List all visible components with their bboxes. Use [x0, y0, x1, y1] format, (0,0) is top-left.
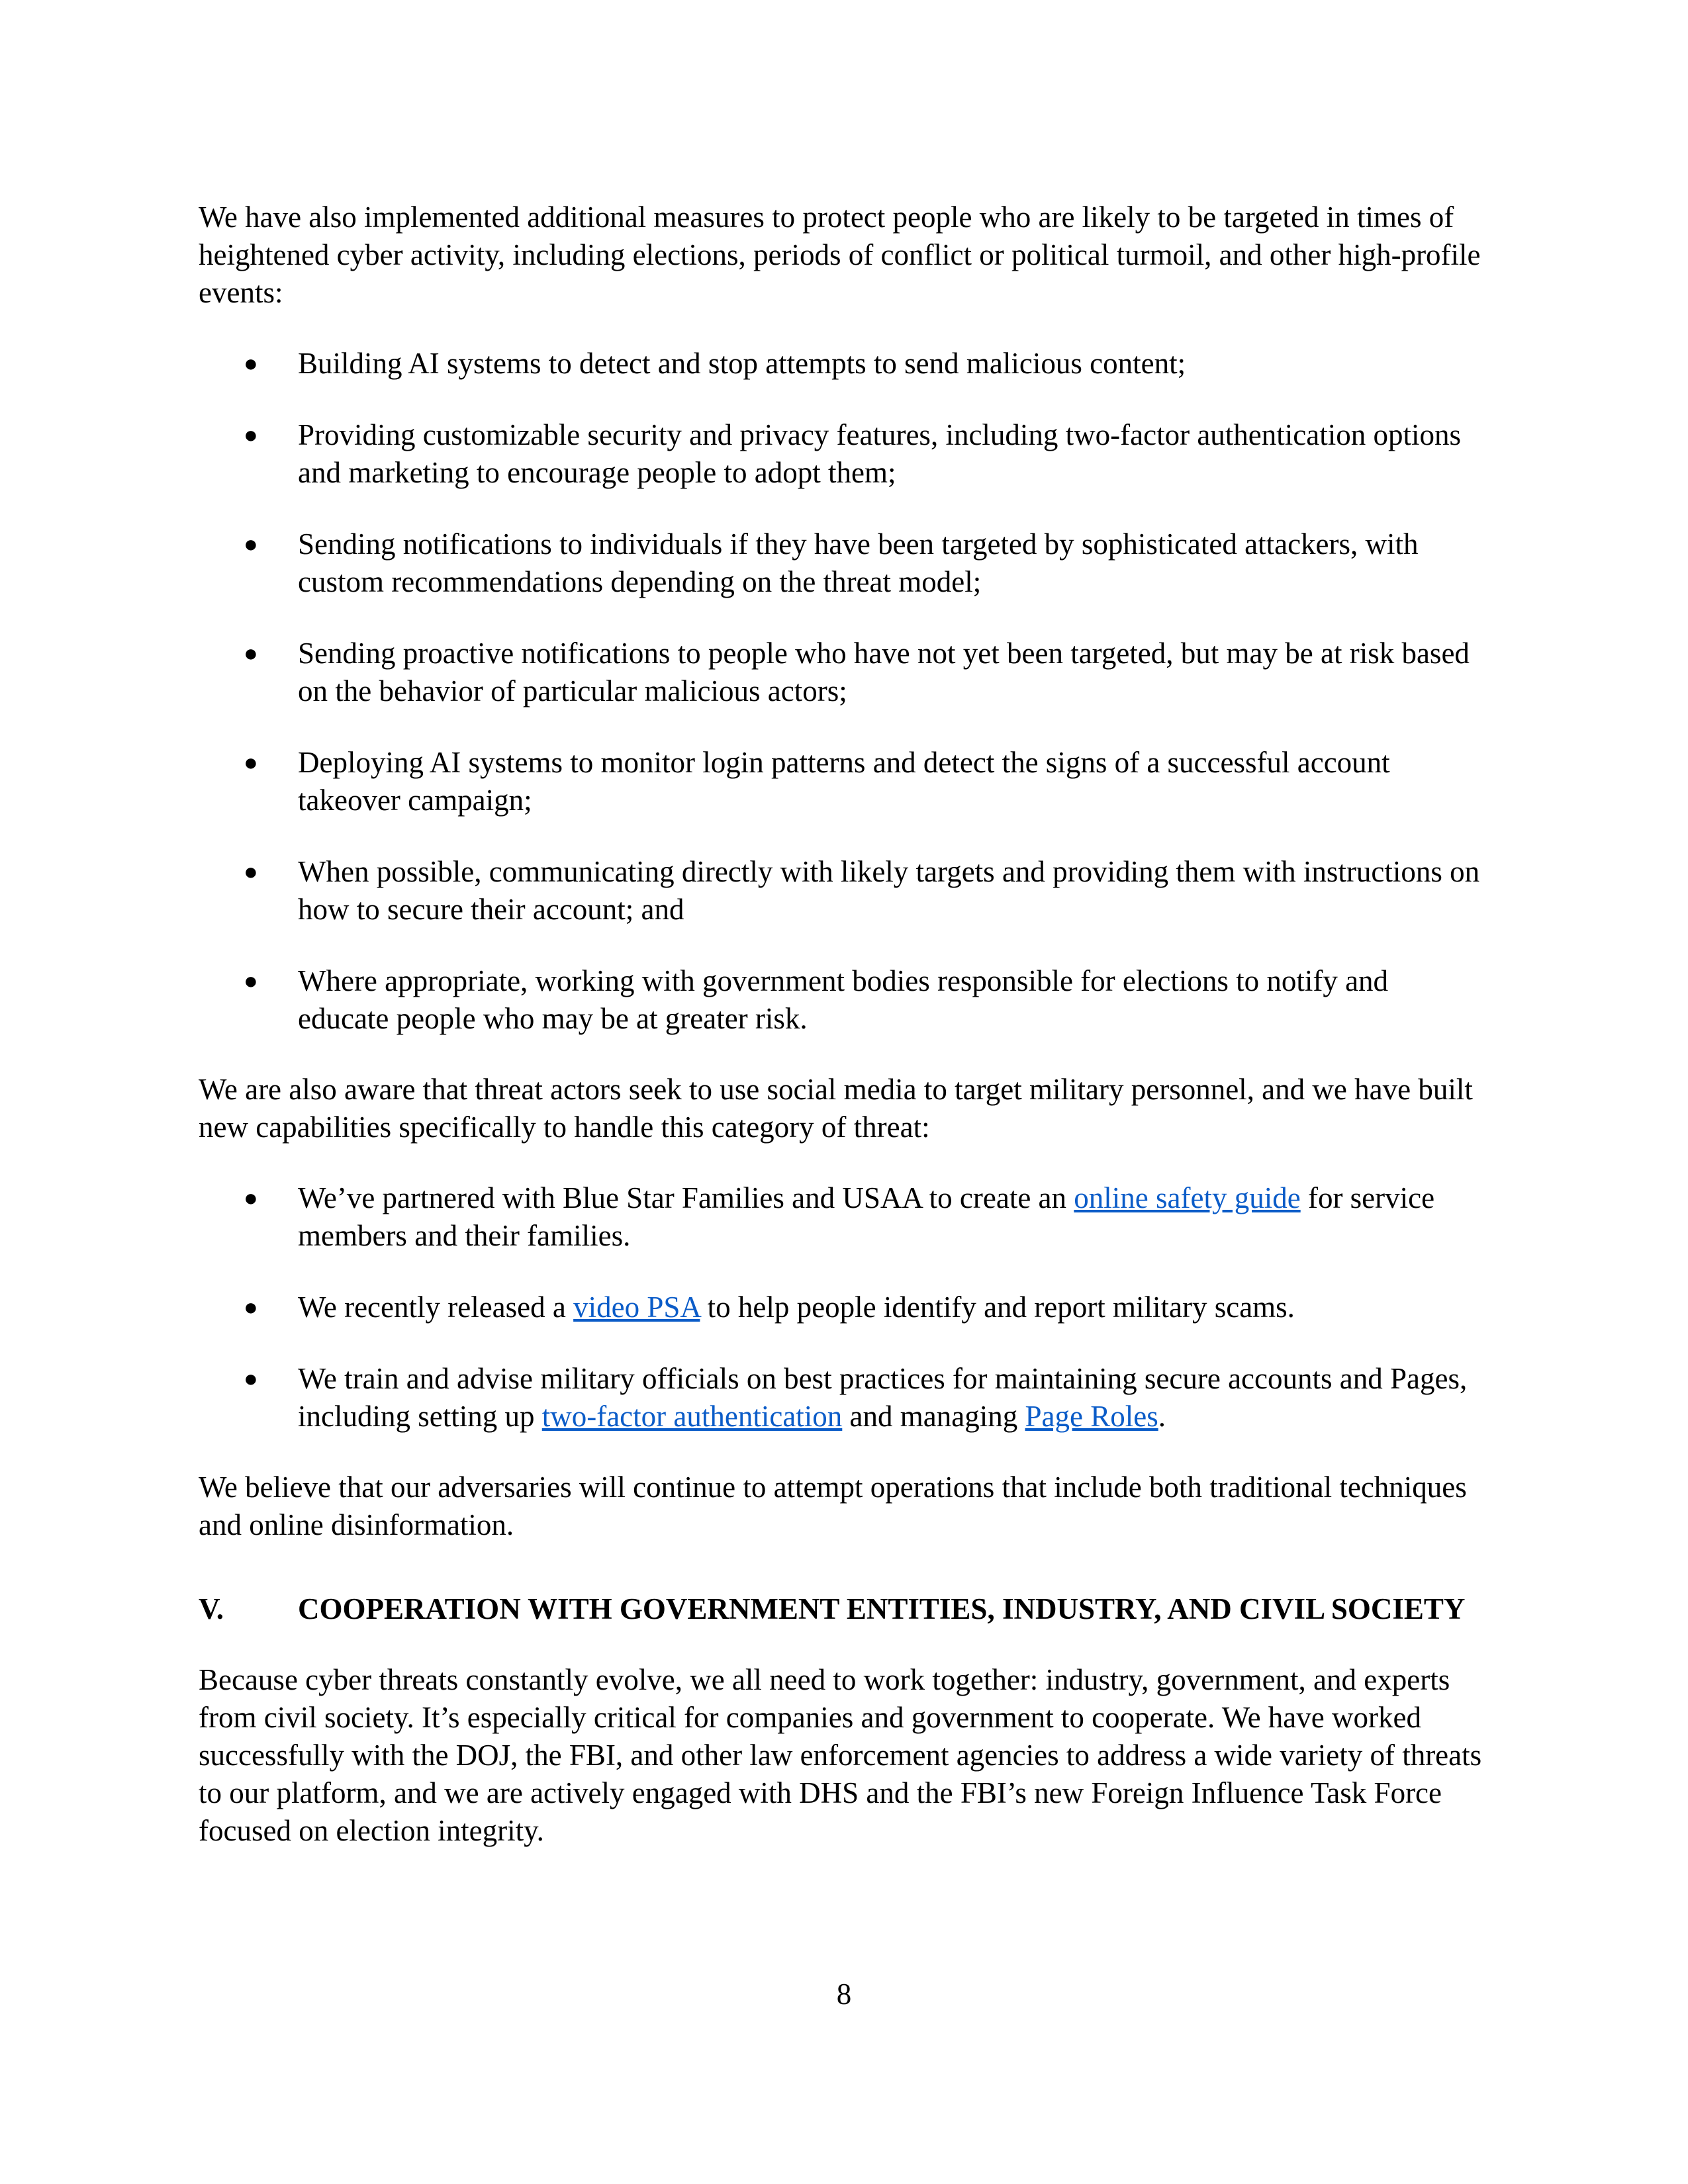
intro-paragraph: We have also implemented additional measures to protect people who are likely to be targeted in times of heightened cyber activity, including elections, periods of conflict or political turmoil, and other high-profile events: — [199, 201, 1481, 309]
list-item-text: Sending notifications to individuals if they have been targeted by sophisticated attackers, with custom recommendations depending on the threat model; — [298, 527, 1419, 598]
bullet-icon: ● — [244, 858, 258, 885]
bullet-icon: ● — [244, 1185, 258, 1211]
section-title: COOPERATION WITH GOVERNMENT ENTITIES, INDUSTRY, AND CIVIL SOCIETY — [298, 1592, 1466, 1625]
list-item — [199, 962, 1483, 1038]
list-item — [199, 635, 1483, 710]
bullet-icon: ● — [244, 640, 258, 666]
military-list — [199, 1179, 1483, 1435]
bullet-icon: ● — [244, 531, 258, 557]
cooperation-paragraph: Because cyber threats constantly evolve, we all need to work together: industry, government, and experts from civil society. It’s especially critical for companies and government to cooperate. We have worked successfully with the DOJ, the FBI, and other law enforcement agencies to address a wide variety of threats to our platform, and we are actively engaged with DHS and the FBI’s new Foreign Influence Task Force focused on election integrity. — [199, 1663, 1482, 1847]
page-number: 8 — [836, 1978, 852, 2011]
list-item-text: Sending proactive notifications to people who have not yet been targeted, but may be at risk based on the behavior of particular malicious actors; — [298, 637, 1470, 707]
list-item-text: to help people identify and report military scams. — [700, 1291, 1295, 1324]
section-heading — [199, 1590, 1483, 1628]
list-item — [199, 416, 1483, 492]
section-number: V. — [199, 1592, 224, 1625]
list-item-text: and managing — [842, 1400, 1025, 1433]
list-item-text: Providing customizable security and privacy features, including two-factor authentication options and marketing to encourage people to adopt them; — [298, 418, 1461, 489]
document-page — [199, 199, 1483, 1883]
two-factor-authentication-link[interactable]: two-factor authentication — [541, 1400, 843, 1433]
list-item — [199, 853, 1483, 929]
list-item — [199, 1289, 1483, 1326]
list-item — [199, 525, 1483, 601]
measures-list — [199, 345, 1483, 1038]
bullet-icon: ● — [244, 1294, 258, 1320]
bullet-icon: ● — [244, 1365, 258, 1392]
list-item-text: Deploying AI systems to monitor login patterns and detect the signs of a successful account takeover campaign; — [298, 746, 1390, 817]
video-psa-link[interactable]: video PSA — [573, 1291, 700, 1324]
list-item — [199, 1360, 1483, 1435]
adversaries-paragraph: We believe that our adversaries will continue to attempt operations that include both traditional techniques and online disinformation. — [199, 1471, 1467, 1541]
bullet-icon: ● — [244, 350, 258, 377]
list-item — [199, 1179, 1483, 1255]
list-item-text: We train and advise military officials on best practices for maintaining secure accounts and Pages, including setting up — [298, 1362, 1468, 1433]
list-item — [199, 345, 1483, 383]
list-item-text: for service members and their families. — [298, 1181, 1435, 1252]
military-paragraph: We are also aware that threat actors seek to use social media to target military personnel, and we have built new capabilities specifically to handle this category of threat: — [199, 1073, 1473, 1144]
page-roles-link[interactable]: Page Roles — [1025, 1400, 1158, 1433]
bullet-icon: ● — [244, 422, 258, 448]
bullet-icon: ● — [244, 749, 258, 776]
list-item-text: We recently released a — [298, 1291, 574, 1324]
list-item-text: Where appropriate, working with government bodies responsible for elections to notify and educate people who may be at greater risk. — [298, 964, 1389, 1035]
list-item-text: Building AI systems to detect and stop attempts to send malicious content; — [298, 347, 1186, 380]
list-item-text: When possible, communicating directly with likely targets and providing them with instructions on how to secure their account; and — [298, 855, 1480, 926]
list-item — [199, 744, 1483, 819]
list-item-text: . — [1158, 1400, 1166, 1433]
bullet-icon: ● — [244, 968, 258, 994]
online-safety-guide-link[interactable]: online safety guide — [1074, 1181, 1301, 1214]
list-item-text: We’ve partnered with Blue Star Families and USAA to create an — [298, 1181, 1074, 1214]
